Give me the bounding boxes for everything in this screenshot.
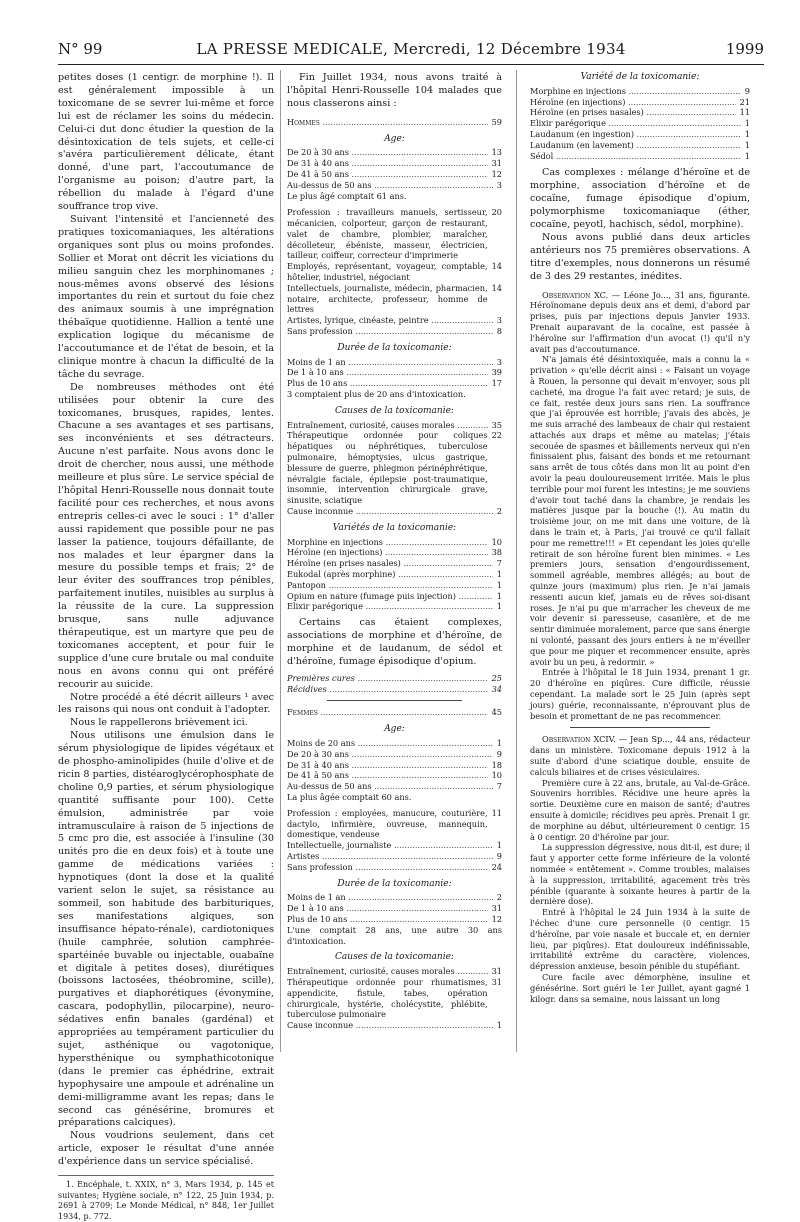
stat-label: Héroïne (en injections) .....: [287, 547, 488, 558]
stat-value: 34: [491, 683, 502, 694]
stat-label: Intellectuels, journaliste, médecin, pharmacien, notaire, architecte, professeur, homme de lettres: [287, 282, 488, 315]
paragraph: Certains cas étaient complexes, associations de morphine et d'héroïne, de morphine et de laudanum, de sédol et d'héroïne, fumage épisodique d'opium.: [287, 617, 502, 667]
header-rule: [58, 64, 764, 65]
page-header: [58, 40, 764, 62]
stat-row: [287, 326, 502, 337]
stat-row: [287, 707, 502, 718]
stat-row: [287, 760, 502, 771]
stat-row: [287, 673, 502, 684]
stat-value: 12: [491, 168, 502, 179]
stat-label: Elixir parégorique .....: [530, 118, 741, 129]
stat-value: 38: [491, 547, 502, 558]
stat-value: 1: [496, 840, 502, 851]
stat-value: 31: [491, 158, 502, 169]
stat-value: 3: [496, 356, 502, 367]
stat-row: [287, 840, 502, 851]
stat-label: Elixir parégorique .....: [287, 601, 493, 612]
footnote: [58, 1175, 274, 1222]
stat-row: [287, 558, 502, 569]
stat-value: 14: [491, 261, 502, 272]
section-heading: Variété de la toxicomanie:: [580, 72, 700, 82]
stat-value: 9: [496, 748, 502, 759]
stat-row: [287, 977, 502, 1020]
stat-label: Premières cures .....: [287, 673, 488, 684]
column-1: [58, 72, 274, 1222]
stat-value: 45: [491, 707, 502, 718]
stat-value: 10: [491, 770, 502, 781]
stat-row: [287, 420, 502, 431]
paragraph: petites doses (1 centigr. de morphine !). Il est généralement impossible à un toxicomane de se sevrer lui-même et force lui est de réclamer les soins du médecin. Celui-ci dut donc étudier la question de la désintoxication de tels sujets, et celle-ci s'avéra particulièrement délicate, étant donné, d'une part, l'accoutumance de l'organisme au poison; d'autre part, la rébellion du malade à l'égard d'une souffrance trop vive.: [58, 72, 274, 213]
issue-number: N° 99: [58, 40, 103, 58]
stat-row: [287, 207, 502, 261]
stat-label: De 31 à 40 ans .....: [287, 760, 488, 771]
stat-value: 12: [491, 913, 502, 924]
stat-row: [287, 1020, 502, 1031]
stat-value: 31: [491, 903, 502, 914]
stat-row: [287, 261, 502, 283]
stat-row: [530, 97, 750, 108]
stat-row: [287, 569, 502, 580]
stat-value: 2: [496, 506, 502, 517]
paragraph: Notre procédé a été décrit ailleurs ¹ avec les raisons qui nous ont conduit à l'adopter.: [58, 691, 274, 716]
stat-label: De 20 à 30 ans .....: [287, 749, 493, 760]
stat-value: 35: [491, 419, 502, 430]
stat-value: 14: [491, 282, 502, 293]
stat-label: De 20 à 30 ans .....: [287, 147, 488, 158]
paragraph: La suppression dégressive, nous dit-il, est dure; il faut y apporter cette forme inférieure de la volonté nommée « entêtement ». Comme troubles, malaises à la suppression, irritabilité, agacement très très pénible (quarante à soixante heures à partir de la dernière dose).: [530, 842, 750, 907]
stat-row: [287, 851, 502, 862]
column-rule-1: [280, 70, 281, 1052]
stat-value: 9: [744, 85, 750, 96]
stat-row: [287, 117, 502, 128]
stat-value: 8: [496, 326, 502, 337]
stat-row: [287, 903, 502, 914]
stat-label: Moins de 20 ans .....: [287, 738, 493, 749]
paragraph: Nous avons publié dans deux articles antérieurs nos 75 premières observations. A titre d'exemples, nous donnerons un résumé de 3 des 29 restantes, inédites.: [530, 231, 750, 282]
stat-row: [287, 357, 502, 368]
section-heading: Variétés de la toxicomanie:: [332, 522, 457, 533]
stat-value: 7: [496, 558, 502, 569]
footnote-text: 1. Encéphale, t. XXIX, n° 3, Mars 1934, p. 145 et suivantes; Hygiène sociale, n° 122, 25 Juin 1934, p. 2691 à 2709; Le Monde Médical, n° 848, 1er Juillet 1934, p. 772.: [58, 1180, 274, 1221]
paragraph: Entré à l'hôpital le 24 Juin 1934 à la suite de l'échec d'une cure personnelle (0 centigr. 15 d'héroïne, par voie nasale et buccale et, en dernier lieu, par piqûres). Etat douloureux indéfinissable, irritabilité extrême du caractère, violences, dépression anxieuse, besoin pénible du stupéfiant.: [530, 907, 750, 972]
observation-xciv: Observation XCIV. — Jean Sp..., 44 ans, rédacteur dans un ministère. Toxicomane depuis 1912 à la suite d'abord d'une sciatique double, ensuite de calculs biliaires et de crises vésiculaires.: [530, 734, 750, 777]
stat-row: [287, 591, 502, 602]
stat-note: 3 comptaient plus de 20 ans d'intoxication.: [287, 389, 466, 400]
stat-value: 18: [491, 759, 502, 770]
stat-label: Sédol .....: [530, 151, 741, 162]
stat-value: 20: [491, 207, 502, 218]
stat-row: [530, 86, 750, 97]
stat-value: 24: [491, 861, 502, 872]
stat-row: [287, 367, 502, 378]
stat-value: 1: [496, 569, 502, 579]
stat-row: [530, 118, 750, 129]
stat-value: 7: [496, 781, 502, 792]
stat-label: Sans profession .....: [287, 862, 488, 873]
column-rule-2: [516, 70, 517, 1052]
stat-label: Récidives .....: [287, 684, 488, 695]
stat-label: Femmes .....: [287, 707, 488, 718]
paragraph: Entrée à l'hôpital le 18 Juin 1934, prenant 1 gr. 20 d'héroïne en piqûres. Cure difficile, réussie cependant. La malade sort le 25 Juin (après sept jours) guérie, reconnaissante, n'éprouvant plus de besoin et promettant de ne pas recommencer.: [530, 667, 750, 721]
stat-value: 1: [496, 590, 502, 601]
stat-row: [287, 506, 502, 517]
section-heading: Age:: [384, 133, 405, 144]
stat-label: Moins de 1 an .....: [287, 892, 493, 903]
stat-row: [287, 738, 502, 749]
stat-row: [287, 147, 502, 158]
stat-label: Cause inconnue .....: [287, 1020, 493, 1031]
stat-row: [287, 283, 502, 315]
stat-value: 31: [491, 966, 502, 977]
stat-label: Héroïne (en prises nasales) .....: [530, 107, 736, 118]
stat-label: Morphine en injections .....: [287, 537, 488, 548]
stat-label: Artistes, lyrique, cinéaste, peintre .....: [287, 315, 493, 326]
stat-value: 1: [496, 601, 502, 612]
column-2: [287, 72, 502, 1031]
separator: [570, 727, 710, 728]
stat-value: 11: [739, 107, 750, 118]
stat-value: 1: [496, 579, 502, 590]
stat-value: 13: [491, 147, 502, 158]
stat-row: [287, 180, 502, 191]
stat-label: Employés, représentant, voyageur, comptable, hôtelier, industriel, négociant: [287, 261, 488, 283]
paragraph: Nous voudrions seulement, dans cet article, exposer le résultat d'une année d'expérience dans un service spécialisé.: [58, 1130, 274, 1168]
section-heading: Causes de la toxicomanie:: [335, 952, 454, 963]
stat-label: Thérapeutique ordonnée pour rhumatismes, appendicite, fistule, tabes, opération chirurgicale, hystérie, cholécystite, phlébite, tuberculose pulmonaire: [287, 976, 488, 1020]
stat-value: 31: [491, 976, 502, 987]
section-heading: Causes de la toxicomanie:: [335, 405, 454, 416]
stat-note: Le plus âgé comptait 61 ans.: [287, 190, 407, 201]
paragraph: Suivant l'intensité et l'ancienneté des pratiques toxicomaniaques, les altérations organiques sont plus ou moins profondes. Sollier et Morat ont décrit les viciations du milieu sanguin chez les morphinomanes ; nous-mêmes avons observé des lésions importantes du rein et surtout du foie chez des animaux soumis à une imprégnation thébaïque quotidienne. Hallion a tenté une explication logique du mécanisme de l'accoutumance et de l'état de besoin, et la clinique montre à chacun la difficulté de la tâche du sevrage.: [58, 213, 274, 380]
stat-label: Entraînement, curiosité, causes morales .....: [287, 966, 488, 977]
stat-label: Sans profession .....: [287, 326, 493, 337]
stat-label: Intellectuelle, journaliste .....: [287, 840, 493, 851]
stat-label: Au-dessus de 50 ans .....: [287, 781, 493, 792]
stat-label: Opium en nature (fumage puis injection) .....: [287, 591, 493, 602]
stat-label: Héroïne (en injections) .....: [530, 97, 736, 108]
stat-label: Entraînement, curiosité, causes morales .....: [287, 420, 488, 431]
stat-label: Hommes .....: [287, 117, 488, 128]
stat-row: [287, 749, 502, 760]
paragraph: Cure facile avec démorphène, insuline et génésérine. Sort guéri le 1er Juillet, ayant gagné 1 kilogr. dans sa semaine, nous laissant un long: [530, 971, 750, 1004]
stat-row: [287, 537, 502, 548]
stat-row: [530, 129, 750, 140]
stat-label: Profession : travailleurs manuels, sertisseur, mécanicien, colporteur, garçon de restaurant, valet de chambre, plombier, maraîcher, décolleteur, ébéniste, masseur, électricien, tailleur, coiffeur, correcteur d'imprimerie: [287, 207, 488, 261]
stat-row: [530, 151, 750, 162]
stat-label: Profession : employées, manucure, couturière, dactylo, infirmière, ouvreuse, mannequin, domestique, vendeuse: [287, 807, 488, 840]
stat-value: 1: [744, 150, 750, 161]
paragraph: Nous le rappellerons brièvement ici.: [70, 717, 248, 729]
stat-value: 3: [496, 179, 502, 190]
stat-row: [530, 140, 750, 151]
stat-value: 17: [491, 378, 502, 389]
stat-row: [287, 684, 502, 695]
stat-row: [287, 580, 502, 591]
stat-label: Artistes .....: [287, 851, 493, 862]
stat-row: [287, 547, 502, 558]
stat-value: 39: [491, 367, 502, 378]
stat-value: 11: [491, 807, 502, 818]
paragraph: De nombreuses méthodes ont été utilisées pour obtenir la cure des toxicomanes, brusques, rapides, lentes. Chacune a ses avantages et ses partisans, ses inconvénients et ses détracteurs. Aucune n'est parfaite. Nous avons donc le droit de chercher, nous aussi, une méthode meilleure et plus sûre. Le service spécial de l'hôpital Henri-Rousselle nous donnait toute facilité pour ces recherches, et nous avons entrepris celles-ci avec le souci : 1° d'aller aussi rapidement que possible pour ne pas lasser la patience, toujours défaillante, de nos malades et leur épargner dans la mesure du possible temps et frais; 2° de leur éviter des souffrances trop pénibles, parfaitement inutiles, nuisibles au surplus à la réussite de la cure. La suppression brusque, sans nulle adjuvance thérapeutique, est un martyre que peu de toxicomanes acceptent, et pour fuir le supplice d'une cure brutale ou mal conduite nous en avons connu qui ont préféré recourir au suicide.: [58, 381, 274, 690]
journal-title: LA PRESSE MEDICALE, Mercredi, 12 Décembre 1934: [196, 40, 626, 58]
stat-value: 9: [496, 850, 502, 861]
stat-value: 1: [744, 118, 750, 129]
column-3: [530, 72, 750, 1004]
stat-value: 1: [496, 738, 502, 748]
stat-row: [287, 315, 502, 326]
stat-row: [287, 862, 502, 873]
paragraph: Nous utilisons une émulsion dans le sérum physiologique de lipides végétaux et de phospho-aminolipides (huile d'olive et de ricin 8 parties, distéaroglycérophosphate de choline 0,9 parties, et sérum physiologique quantité suffisante pour 100). Cette émulsion, administrée par voie intramusculaire à raison de 5 injections de 5 cmc pro die, est associée à l'insuline (30 unités pro die en deux fois) et à toute une gamme de médications variées : hypnotiques (dont la dose et la qualité varient selon le sujet, sa résistance au sommeil, son habitude des barbituriques, ses manifestations algiques, son insuffisance hépato-rénale), cardiotoniques (huile camphrée, solution camphrée-spartéinée buvable ou injectable, ouabaïne et digitale à petites doses), diurétiques (boissons lactosées, théobromine, scille), purgatives et diaphorétiques (évonymine, cascara, podophyllin, pilocarpine), neuro-sédatives enfin banales (gardénal) et appropriées au tempérament particulier du sujet, asthénique ou vagotonique, hypersthénique ou symphathicotonique (dans le premier cas éphédrine, extrait hypophysaire une ampoule et adrénaline un demi-milligramme avant les repas; dans le second cas génésérine, bromures et préparations calciques).: [58, 730, 274, 1129]
stat-row: [287, 781, 502, 792]
stat-note: L'une comptait 28 ans, une autre 30 ans d'intoxication.: [287, 924, 502, 946]
stat-row: [287, 601, 502, 612]
stat-label: Laudanum (en ingestion) .....: [530, 129, 741, 140]
stat-value: 1: [744, 139, 750, 150]
stat-row: [287, 892, 502, 903]
stat-label: Thérapeutique ordonnée pour coliques hépatiques ou néphrétiques, tuberculose pulmonaire, hémoptysies, ulcus gastrique, blessure de guerre, phlegmon périnéphrétique, névralgie faciale, épilepsie post-traumatique, insomnie, intervention chirurgicale grave, sinusite, sciatique: [287, 430, 488, 506]
stat-row: [287, 158, 502, 169]
stat-value: 3: [496, 315, 502, 326]
stat-row: [287, 378, 502, 389]
stat-row: [287, 914, 502, 925]
stat-row: [287, 808, 502, 840]
stat-row: [287, 966, 502, 977]
stat-value: 1: [744, 128, 750, 139]
paragraph: Cas complexes : mélange d'héroïne et de morphine, association d'héroïne et de cocaïne, fumage épisodique d'opium, polymorphisme toxicomaniaque (éther, cocaïne, peyotl, hachisch, sédol, morphine).: [530, 167, 750, 230]
stat-value: 10: [491, 536, 502, 547]
section-heading: Age:: [384, 724, 405, 735]
stat-label: De 1 à 10 ans .....: [287, 367, 488, 378]
stat-label: Morphine en injections .....: [530, 86, 741, 97]
stat-label: De 1 à 10 ans .....: [287, 903, 488, 914]
stat-note: La plus âgée comptait 60 ans.: [287, 791, 412, 802]
stat-label: Plus de 10 ans .....: [287, 914, 488, 925]
stat-label: Cause inconnue .....: [287, 506, 493, 517]
paragraph: Première cure à 22 ans, brutale, au Val-de-Grâce. Souvenirs horribles. Récidive une heure après la sortie. Deuxième cure en maison de santé; d'autres ensuite à domicile; récidives peu après. Prenait 1 gr. de morphine au début, ultérieurement 0 centigr. 15 à 0 centigr. 20 d'héroïne par jour.: [530, 777, 750, 842]
page-number: 1999: [725, 40, 764, 58]
stat-value: 25: [491, 672, 502, 683]
stat-label: De 41 à 50 ans .....: [287, 169, 488, 180]
stat-label: Eukodal (après morphine) .....: [287, 569, 493, 580]
stat-label: Plus de 10 ans .....: [287, 378, 488, 389]
stat-row: [287, 430, 502, 506]
stat-value: 1: [496, 1020, 502, 1031]
stat-row: [287, 770, 502, 781]
stat-label: Au-dessus de 50 ans .....: [287, 180, 493, 191]
stat-label: Pantopon .....: [287, 580, 493, 591]
stat-value: 59: [491, 116, 502, 127]
stat-label: Héroïne (en prises nasales) .....: [287, 558, 493, 569]
stat-label: De 31 à 40 ans .....: [287, 158, 488, 169]
intro-paragraph: Fin Juillet 1934, nous avons traité à l'hôpital Henri-Rousselle 104 malades que nous classerons ainsi :: [287, 72, 502, 109]
stat-label: De 41 à 50 ans .....: [287, 770, 488, 781]
separator: [327, 700, 462, 701]
stat-value: 22: [491, 430, 502, 441]
stat-row: [530, 107, 750, 118]
stat-label: Moins de 1 an .....: [287, 357, 493, 368]
paragraph: N'a jamais été désintoxiquée, mais a connu la « privation » qu'elle décrit ainsi : « Faisant un voyage à Rouen, la personne qui devait m'envoyer, sous pli cacheté, ma drogue l'a fait avec retard; je suis, de ce fait, restée deux jours sans rien. La souffrance que j'ai éprouvée est horrible; j'avais des abcès, je me suis arraché des lambeaux de chair qui restaient attachés aux draps et même au matelas; j'étais secouée de spasmes et bâillements nerveux qui n'en finissaient plus, faisant des bonds et me retournant sans arrêt de tous côtés dans mon lit au point d'en avoir la peau douloureusement irritée. Mais le plus terrible pour moi furent les intestins; je me souviens d'avoir tout taché dans la chambre, je rendais les matières jusque par la bouche (!). Au matin du troisième jour, on me mit dans une voiture, de là dans le train et, à Paris, j'ai trouvé ce qu'il fallait pour me remettre!!! » Et cependant les joies qu'elle retirait de son héroïne furent bien minimes. « Les premiers jours, sensation d'engourdissement, sommeil agréable, membres allégés; au bout de quinze jours (maximum) plus rien. Je n'ai jamais ressenti aucun kief, jamais eu de rêves soi-disant roses. Je n'ai pu que m'arracher les cheveux de me voir devenir si paresseuse, casanière, et de me sentir diminuée moralement, parce que sans énergie ni volonté, passant des jours entiers à ne m'éveiller que pour me piquer et recommencer ensuite, après avoir bu un peu, à redormir. »: [530, 354, 750, 667]
section-heading: Durée de la toxicomanie:: [337, 342, 452, 353]
stat-value: 21: [739, 96, 750, 107]
section-heading: Durée de la toxicomanie:: [337, 878, 452, 889]
stat-label: Laudanum (en lavement) .....: [530, 140, 741, 151]
stat-value: 2: [496, 892, 502, 903]
observation-xc: Observation XC. — Léone Jo..., 31 ans, figurante. Héroïnomane depuis deux ans et demi, d'abord par prises, puis par injections depuis Janvier 1933. Prenait auparavant de la cocaïne, est passée à l'héroïne sur l'affirmation d'un avocat (!) qu'il n'y avait pas d'accoutumance.: [530, 289, 751, 354]
stat-row: [287, 169, 502, 180]
